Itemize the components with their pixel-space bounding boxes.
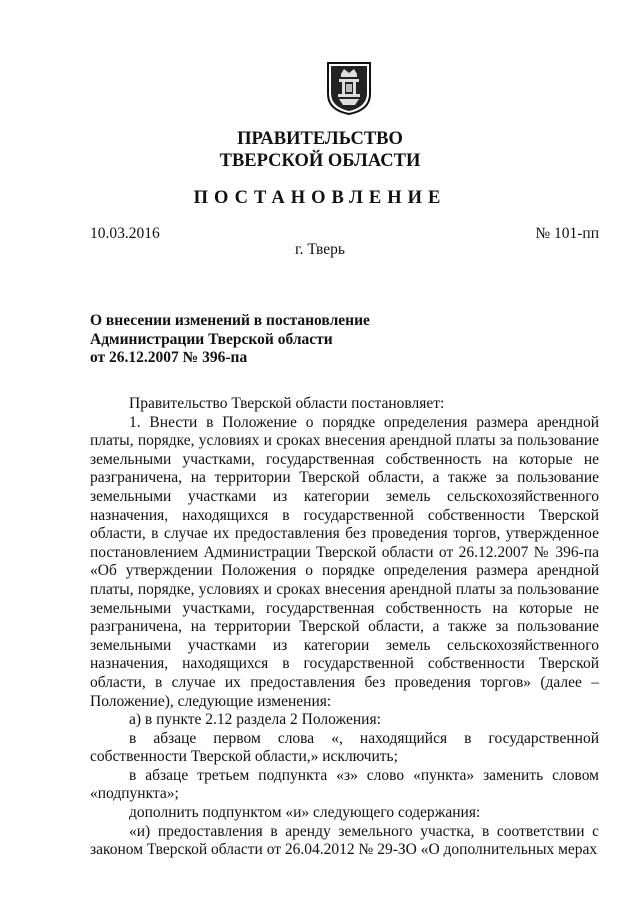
document-city: г. Тверь [295,241,345,258]
body-paragraph: в абзаце третьем подпункта «з» слово «пункта» заменить словом «подпункта»; [90,766,599,803]
organization-name [0,128,640,172]
document-date: 10.03.2016 [90,225,160,242]
document-type: ПОСТАНОВЛЕНИЕ [193,188,447,208]
body-paragraph: а) в пункте 2.12 раздела 2 Положения: [129,711,381,729]
body-paragraph: Правительство Тверской области постановляет: [129,395,445,412]
organization-line-2: ТВЕРСКОЙ ОБЛАСТИ [219,151,421,171]
document-body [90,395,599,860]
body-paragraph: в абзаце первом слова «, находящийся в государственной собственности Тверской области,» исключить; [90,729,599,766]
body-paragraph: 1. Внести в Положение о порядке определения размера арендной платы, порядке, условиях и сроках внесения арендной платы за пользование земельными участками, государственная собственность на которые не разграничена, на территории Тверской области, а также за пользование земельными участками из категории земель сельскохозяйственного назначения, находящихся в государственной собственности Тверской области, в случае их предоставления без проведения торгов, утвержденное постановлением Администрации Тверской области от 26.12.2007 № 396-па «Об утверждении Положения о порядке определения размера арендной платы, порядке, условиях и сроках внесения арендной платы за пользование земельными участками, государственная собственность на которые не разграничена, на территории Тверской области, а также за пользование земельными участками из категории земель сельскохозяйственного назначения, находящихся в государственной собственности Тверской области, в случае их предоставления без проведения торгов» (далее – Положение), следующие изменения: [90,413,599,710]
organization-line-1: ПРАВИТЕЛЬСТВО [237,129,403,149]
subject-line-1: О внесении изменений в постановление [90,312,370,329]
document-number: № 101-пп [535,225,599,242]
document-subject [90,312,370,368]
subject-line-3: от 26.12.2007 № 396-па [90,349,248,367]
body-paragraph: «и) предоставления в аренду земельного участка, в соответствии с законом Тверской области от 26.04.2012 № 29-ЗО «О дополнительных мерах [90,822,599,859]
subject-line-2: Администрации Тверской области [90,330,333,348]
body-paragraph: дополнить подпунктом «и» следующего содержания: [129,804,481,822]
tver-coat-of-arms-icon [325,60,373,116]
